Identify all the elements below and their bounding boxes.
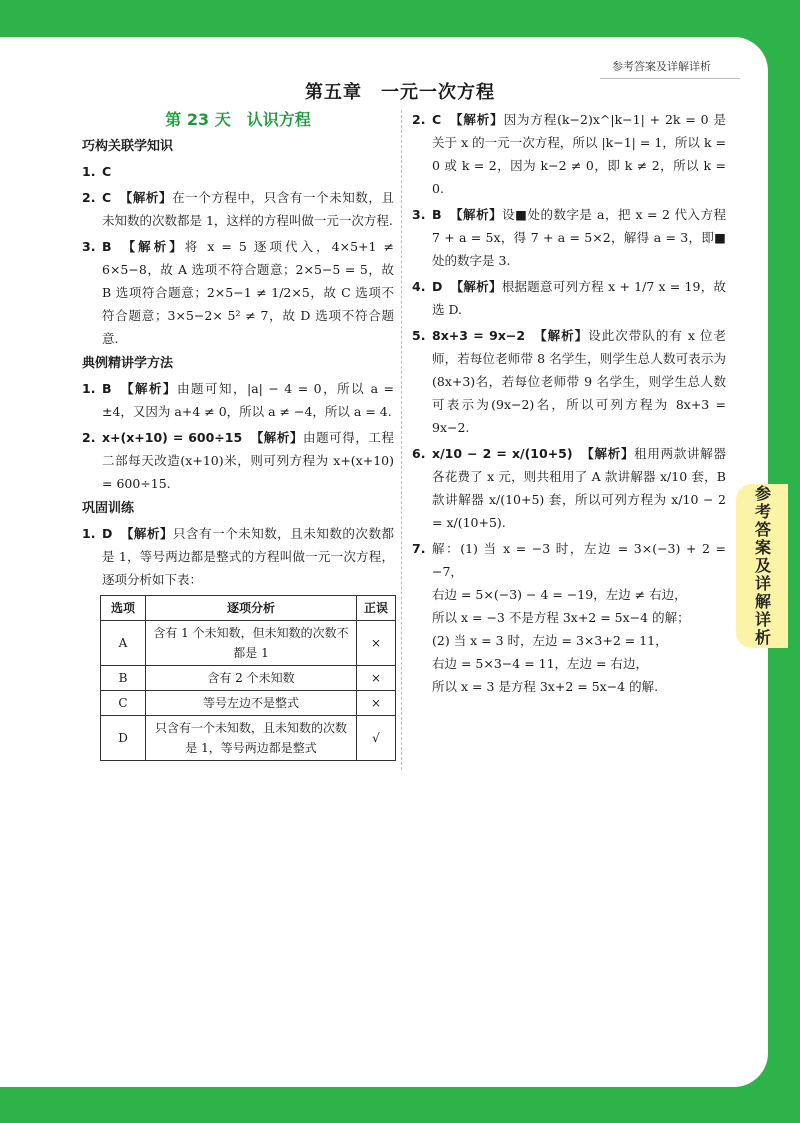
- item-number: 1.: [82, 164, 96, 179]
- item-number: 2.: [82, 190, 96, 205]
- analysis-tag: 【解析】: [450, 207, 503, 222]
- right-column: [412, 108, 726, 701]
- answer-item: [412, 275, 726, 321]
- table-row: [101, 666, 396, 691]
- item-answer: C: [432, 112, 442, 127]
- item-explanation: 由题可知，|a| − 4 = 0，所以 a = ±4，又因为 a+4 ≠ 0，所以 a ≠ −4，所以 a = 4.: [102, 381, 394, 419]
- analysis-tag: 【解析】: [122, 239, 185, 254]
- analysis-table: [100, 595, 396, 761]
- table-cell: 等号左边不是整式: [146, 691, 357, 716]
- item-number: 1.: [82, 526, 96, 541]
- answer-item: [82, 377, 394, 423]
- solution-line: 所以 x = 3 是方程 3x+2 = 5x−4 的解.: [432, 679, 659, 694]
- analysis-tag: 【解析】: [581, 446, 635, 461]
- table-cell: ×: [357, 621, 396, 666]
- item-explanation: 在一个方程中，只含有一个未知数，且未知数的次数都是 1，这样的方程叫做一元一次方程.: [102, 190, 394, 228]
- table-cell: B: [101, 666, 146, 691]
- item-answer: C: [102, 164, 112, 179]
- section-heading-1: 巧构关联学知识: [82, 139, 174, 154]
- day-title: 第 23 天 认识方程: [165, 110, 311, 129]
- analysis-tag: 【解析】: [121, 381, 178, 396]
- answer-item: [82, 522, 394, 591]
- item-number: 4.: [412, 279, 426, 294]
- item-number: 2.: [412, 112, 426, 127]
- side-tab-label: 参考答案及详解详析: [736, 484, 788, 648]
- item-number: 6.: [412, 446, 426, 461]
- analysis-tag: 【解析】: [250, 430, 304, 445]
- table-row: [101, 621, 396, 666]
- table-header-cell: 正误: [357, 596, 396, 621]
- answer-item: [412, 442, 726, 534]
- analysis-tag: 【解析】: [450, 112, 504, 127]
- header-reference: 参考答案及详解详析: [612, 60, 711, 73]
- table-header-cell: 逐项分析: [146, 596, 357, 621]
- table-cell: D: [101, 716, 146, 761]
- section-heading-2: 典例精讲学方法: [82, 356, 174, 371]
- table-header-cell: 选项: [101, 596, 146, 621]
- column-divider: [401, 110, 402, 770]
- item-answer: D: [432, 279, 443, 294]
- item-answer: 8x+3 = 9x−2: [432, 328, 526, 343]
- solution-line: 右边 = 5×(−3) − 4 = −19，左边 ≠ 右边，: [432, 587, 687, 602]
- table-cell: C: [101, 691, 146, 716]
- answer-item: [82, 235, 394, 350]
- item-answer: D: [102, 526, 113, 541]
- item-explanation: 租用两款讲解器各花费了 x 元，则共租用了 A 款讲解器 x/10 套，B 款讲解器 x/(10+5) 套，所以可列方程为 x/10 − 2 = x/(10+5).: [432, 446, 726, 530]
- answer-item: [82, 186, 394, 232]
- item-number: 3.: [82, 239, 96, 254]
- solution-item: [412, 537, 726, 698]
- answer-item: [82, 160, 394, 183]
- table-cell: ×: [357, 666, 396, 691]
- table-cell: 只含有一个未知数，且未知数的次数是 1，等号两边都是整式: [146, 716, 357, 761]
- item-number: 3.: [412, 207, 426, 222]
- table-cell: A: [101, 621, 146, 666]
- item-number: 7.: [412, 541, 426, 556]
- table-header-row: [101, 596, 396, 621]
- item-number: 1.: [82, 381, 96, 396]
- solution-line: (2) 当 x = 3 时，左边 = 3×3+2 = 11，: [432, 633, 668, 648]
- analysis-tag: 【解析】: [119, 190, 173, 205]
- item-answer: B: [102, 381, 112, 396]
- item-explanation: 由题可得，工程二部每天改造(x+10)米，则可列方程为 x+(x+10) = 600÷15.: [102, 430, 394, 491]
- item-explanation: 将 x = 5 逐项代入，4×5+1 ≠ 6×5−8，故 A 选项不符合题意；2×5−5 = 5，故 B 选项符合题意；2×5−1 ≠ 1/2×5，故 C 选项不符合题意；3×5−2× 5² ≠ 7，故 D 选项不符合题意.: [102, 239, 394, 346]
- item-answer: C: [102, 190, 112, 205]
- analysis-tag: 【解析】: [450, 279, 502, 294]
- left-column: [82, 108, 394, 761]
- item-explanation: 根据题意可列方程 x + 1/7 x = 19，故选 D.: [432, 279, 726, 317]
- table-cell: 含有 2 个未知数: [146, 666, 357, 691]
- item-number: 5.: [412, 328, 426, 343]
- solution-line: 所以 x = −3 不是方程 3x+2 = 5x−4 的解；: [432, 610, 690, 625]
- answer-item: [412, 108, 726, 200]
- item-answer: x+(x+10) = 600÷15: [102, 430, 243, 445]
- table-row: [101, 691, 396, 716]
- solution-line: 右边 = 5×3−4 = 11，左边 = 右边，: [432, 656, 648, 671]
- item-answer: x/10 − 2 = x/(10+5): [432, 446, 573, 461]
- chapter-title: 第五章 一元一次方程: [305, 82, 495, 103]
- item-explanation: 设此次带队的有 x 位老师，若每位老师带 8 名学生，则学生总人数可表示为(8x+3)名，若每位老师带 9 名学生，则学生总人数可表示为(9x−2)名，所以可列方程为 8x+3 = 9x−2.: [432, 328, 726, 435]
- item-explanation: 只含有一个未知数，且未知数的次数都是 1，等号两边都是整式的方程叫做一元一次方程，逐项分析如下表：: [102, 526, 394, 587]
- answer-item: [412, 324, 726, 439]
- table-row: [101, 716, 396, 761]
- item-explanation: 因为方程(k−2)x^|k−1| + 2k = 0 是关于 x 的一元一次方程，所以 |k−1| = 1，所以 k = 0 或 k = 2，因为 k−2 ≠ 0，即 k ≠ 2，所以 k = 0.: [432, 112, 726, 196]
- table-cell: 含有 1 个未知数，但未知数的次数不都是 1: [146, 621, 357, 666]
- solution-line: 解：(1) 当 x = −3 时，左边 = 3×(−3) + 2 = −7，: [432, 541, 726, 579]
- answer-item: [412, 203, 726, 272]
- answer-item: [82, 426, 394, 495]
- item-answer: B: [432, 207, 442, 222]
- analysis-tag: 【解析】: [534, 328, 589, 343]
- item-answer: B: [102, 239, 112, 254]
- table-cell: √: [357, 716, 396, 761]
- table-cell: ×: [357, 691, 396, 716]
- item-number: 2.: [82, 430, 96, 445]
- analysis-tag: 【解析】: [120, 526, 174, 541]
- section-heading-3: 巩固训练: [82, 501, 135, 516]
- item-explanation: 设■处的数字是 a，把 x = 2 代入方程 7 + a = 5x，得 7 + a = 5×2，解得 a = 3，即■处的数字是 3.: [432, 207, 726, 268]
